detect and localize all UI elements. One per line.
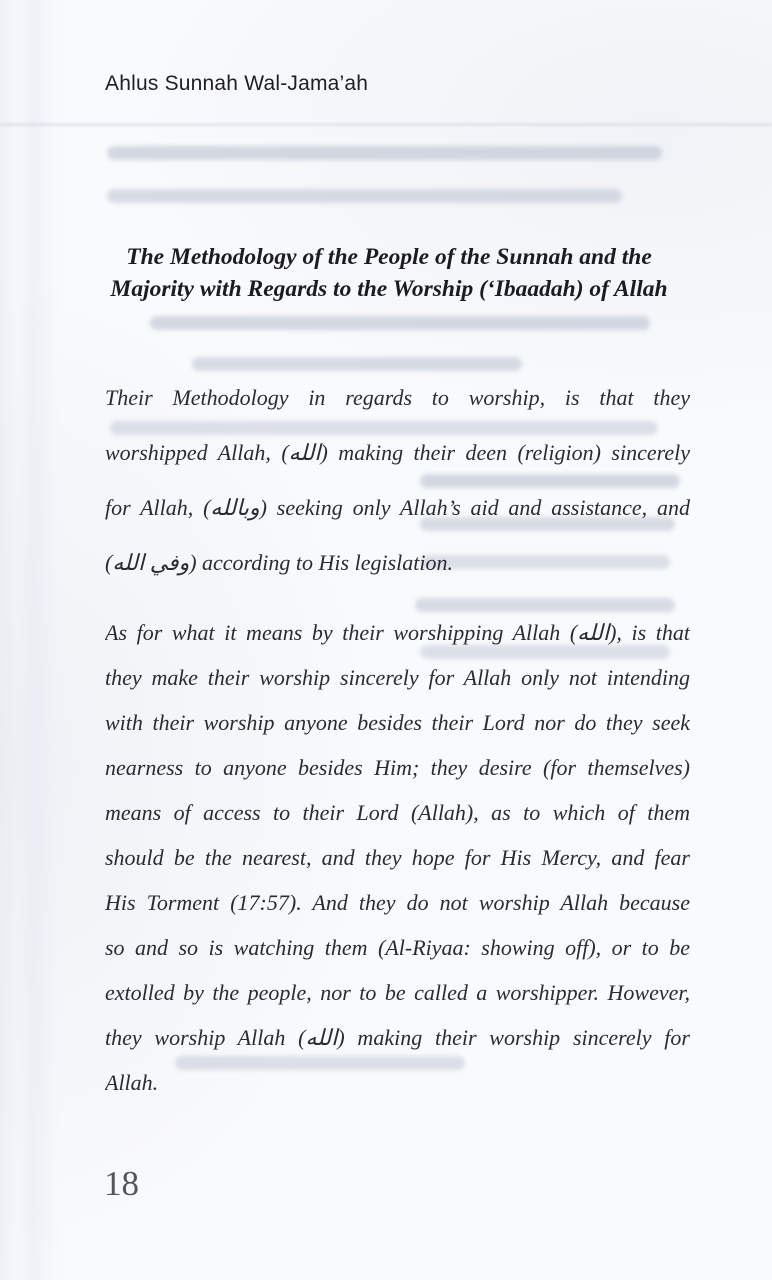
ghost-text-line	[192, 357, 522, 371]
body-line: nearness to anyone besides Him; they desire (for themselves)	[105, 755, 690, 780]
body-line: (وفي الله) according to His legislation.	[105, 550, 453, 575]
body-line: with their worship anyone besides their Lord nor do they seek	[105, 710, 690, 735]
body-line: they make their worship sincerely for Allah only not intending	[105, 665, 690, 690]
ghost-text-line	[107, 189, 622, 203]
ghost-text-line	[107, 146, 662, 160]
body-paragraph-2	[105, 610, 690, 1105]
body-line: they worship Allah (الله) making their worship sincerely for	[105, 1025, 690, 1050]
body-line: means of access to their Lord (Allah), as to which of them	[105, 800, 690, 825]
running-header: Ahlus Sunnah Wal-Jama’ah	[105, 72, 369, 95]
scan-seam-artifact	[0, 123, 772, 126]
body-line: should be the nearest, and they hope for His Mercy, and fear	[105, 845, 690, 870]
body-line: worshipped Allah, (الله) making their deen (religion) sincerely	[105, 440, 690, 465]
body-paragraph-1	[105, 370, 690, 590]
body-line: extolled by the people, nor to be called a worshipper. However,	[105, 980, 690, 1005]
chapter-heading-line-1: The Methodology of the People of the Sunnah and the	[126, 244, 652, 270]
body-line: Their Methodology in regards to worship, is that they	[105, 385, 690, 410]
body-line: Allah.	[105, 1070, 159, 1095]
ghost-text-line	[150, 316, 650, 330]
body-line: As for what it means by their worshipping Allah (الله), is that	[105, 620, 690, 645]
body-line: His Torment (17:57). And they do not worship Allah because	[105, 890, 690, 915]
chapter-heading	[95, 241, 683, 305]
page-number: 18	[104, 1164, 139, 1203]
chapter-heading-line-2: Majority with Regards to the Worship (‘Ibaadah) of Allah	[110, 276, 668, 302]
body-line: for Allah, (وبالله) seeking only Allah’s aid and assistance, and	[105, 495, 690, 520]
body-line: so and so is watching them (Al-Riyaa: showing off), or to be	[105, 935, 690, 960]
